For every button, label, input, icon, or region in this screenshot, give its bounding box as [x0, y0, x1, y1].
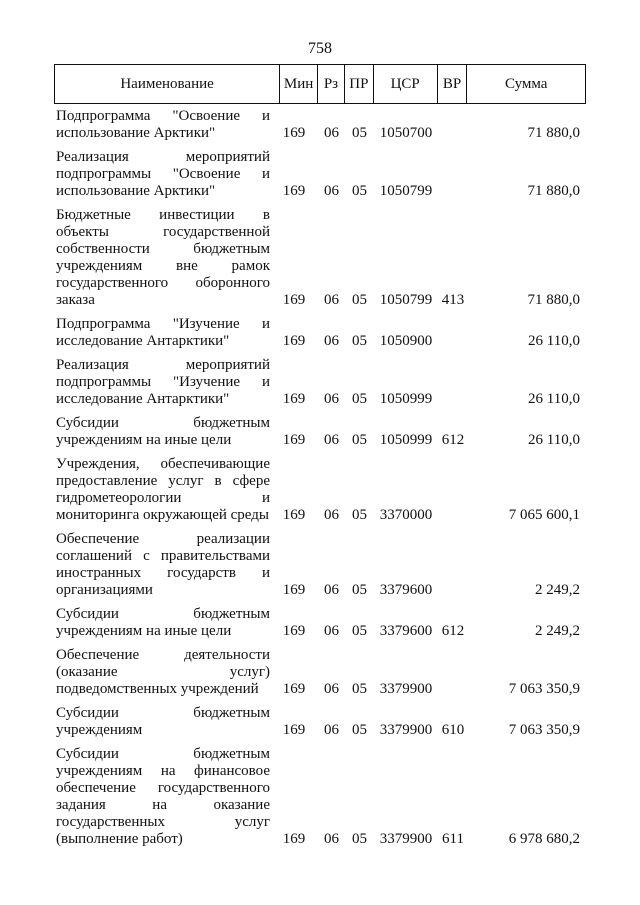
row-csr: 1050999 — [379, 391, 433, 407]
row-name-line: учреждениям на финансовое — [56, 763, 270, 779]
row-min: 169 — [282, 432, 306, 448]
row-sum: 71 880,0 — [527, 292, 580, 308]
row-name-line: исследование Антарктики" — [56, 391, 230, 407]
row-name-line: Подпрограмма "Освоение и — [56, 108, 270, 124]
row-name-line: подпрограммы "Освоение и — [56, 166, 270, 182]
row-name-line: мониторинга окружающей среды — [56, 507, 269, 523]
row-name-line: Обеспечение деятельности — [56, 647, 270, 663]
row-name — [54, 108, 270, 142]
row-min: 169 — [282, 722, 306, 738]
row-rz: 06 — [324, 507, 339, 523]
row-name — [54, 415, 270, 449]
row-name — [54, 705, 270, 739]
row-vr: 413 — [441, 292, 465, 308]
row-name-line: учреждениям на иные цели — [56, 432, 232, 448]
row-name — [54, 647, 270, 698]
table-row — [54, 647, 586, 698]
row-rz: 06 — [324, 623, 339, 639]
row-csr: 1050999 — [379, 432, 433, 448]
table-row — [54, 705, 586, 739]
row-name-line: заказа — [56, 292, 95, 308]
row-name-line: использование Арктики" — [56, 183, 216, 199]
row-csr: 1050900 — [379, 333, 433, 349]
header-pr: ПР — [345, 65, 374, 103]
row-rz: 06 — [324, 582, 339, 598]
row-csr: 3379900 — [379, 831, 433, 847]
row-name-line: (выполнение работ) — [56, 831, 183, 847]
row-sum: 71 880,0 — [527, 183, 580, 199]
row-name-line: обеспечение государственного — [56, 780, 270, 796]
row-name-line: предоставление услуг в сфере — [56, 473, 270, 489]
row-pr: 05 — [352, 582, 367, 598]
row-name-line: Реализация мероприятий — [56, 357, 270, 373]
row-name-line: Подпрограмма "Изучение и — [56, 316, 270, 332]
row-pr: 05 — [352, 623, 367, 639]
row-min: 169 — [282, 183, 306, 199]
row-pr: 05 — [352, 391, 367, 407]
row-name-line: Субсидии бюджетным — [56, 415, 270, 431]
row-rz: 06 — [324, 432, 339, 448]
row-name — [54, 746, 270, 848]
row-rz: 06 — [324, 722, 339, 738]
row-name-line: Субсидии бюджетным — [56, 606, 270, 622]
row-name-line: учреждениям вне рамок — [56, 258, 270, 274]
row-min: 169 — [282, 507, 306, 523]
header-min: Мин — [280, 65, 318, 103]
row-name-line: (оказание услуг) — [56, 664, 270, 680]
row-csr: 3370000 — [379, 507, 433, 523]
row-name-line: Обеспечение реализации — [56, 531, 270, 547]
row-name-line: объекты государственной — [56, 224, 270, 240]
row-name-line: исследование Антарктики" — [56, 333, 230, 349]
row-name-line: собственности бюджетным — [56, 241, 270, 257]
row-name — [54, 531, 270, 599]
row-name-line: государственных услуг — [56, 814, 270, 830]
table-body — [54, 108, 586, 855]
row-name-line: подпрограммы "Изучение и — [56, 374, 270, 390]
row-pr: 05 — [352, 333, 367, 349]
row-name — [54, 207, 270, 309]
row-rz: 06 — [324, 125, 339, 141]
row-name-line: Субсидии бюджетным — [56, 705, 270, 721]
row-vr: 610 — [441, 722, 465, 738]
row-min: 169 — [282, 582, 306, 598]
row-name-line: иностранных государств и — [56, 565, 270, 581]
row-rz: 06 — [324, 183, 339, 199]
row-csr: 3379600 — [379, 582, 433, 598]
row-min: 169 — [282, 125, 306, 141]
table-row — [54, 108, 586, 142]
row-name-line: организациями — [56, 582, 153, 598]
row-min: 169 — [282, 292, 306, 308]
row-pr: 05 — [352, 183, 367, 199]
row-min: 169 — [282, 831, 306, 847]
table-row — [54, 606, 586, 640]
row-sum: 7 063 350,9 — [508, 681, 580, 697]
row-sum: 2 249,2 — [535, 582, 580, 598]
row-name-line: соглашений с правительствами — [56, 548, 270, 564]
row-name-line: использование Арктики" — [56, 125, 216, 141]
row-sum: 7 065 600,1 — [508, 507, 580, 523]
table-row — [54, 531, 586, 599]
row-csr: 3379600 — [379, 623, 433, 639]
row-name-line: подведомственных учреждений — [56, 681, 259, 697]
row-sum: 6 978 680,2 — [508, 831, 580, 847]
row-csr: 1050700 — [379, 125, 433, 141]
row-name-line: Учреждения, обеспечивающие — [56, 456, 270, 472]
page-number: 758 — [308, 40, 332, 57]
row-name-line: задания на оказание — [56, 797, 270, 813]
row-pr: 05 — [352, 722, 367, 738]
row-vr: 612 — [441, 432, 465, 448]
table-row — [54, 149, 586, 200]
row-rz: 06 — [324, 333, 339, 349]
row-csr: 1050799 — [379, 292, 433, 308]
header-rz: Рз — [318, 65, 345, 103]
row-sum: 71 880,0 — [527, 125, 580, 141]
row-name — [54, 606, 270, 640]
row-name-line: Реализация мероприятий — [56, 149, 270, 165]
row-pr: 05 — [352, 681, 367, 697]
row-min: 169 — [282, 623, 306, 639]
row-pr: 05 — [352, 125, 367, 141]
row-pr: 05 — [352, 507, 367, 523]
row-rz: 06 — [324, 681, 339, 697]
table-row — [54, 207, 586, 309]
row-name — [54, 316, 270, 350]
table-row — [54, 415, 586, 449]
row-sum: 7 063 350,9 — [508, 722, 580, 738]
table-row — [54, 357, 586, 408]
row-rz: 06 — [324, 831, 339, 847]
row-name — [54, 456, 270, 524]
table-row — [54, 316, 586, 350]
row-sum: 26 110,0 — [528, 391, 580, 407]
row-sum: 26 110,0 — [528, 333, 580, 349]
row-name-line: Субсидии бюджетным — [56, 746, 270, 762]
row-pr: 05 — [352, 292, 367, 308]
row-name-line: Бюджетные инвестиции в — [56, 207, 270, 223]
header-vr: ВР — [438, 65, 468, 103]
row-min: 169 — [282, 391, 306, 407]
row-csr: 3379900 — [379, 681, 433, 697]
row-min: 169 — [282, 681, 306, 697]
row-name-line: государственного оборонного — [56, 275, 270, 291]
row-sum: 2 249,2 — [535, 623, 580, 639]
row-sum: 26 110,0 — [528, 432, 580, 448]
table-row — [54, 456, 586, 524]
row-vr: 611 — [442, 831, 464, 847]
row-name — [54, 357, 270, 408]
header-sum: Сумма — [504, 75, 548, 92]
row-pr: 05 — [352, 432, 367, 448]
row-min: 169 — [282, 333, 306, 349]
row-csr: 1050799 — [379, 183, 433, 199]
row-name-line: гидрометеорологии и — [56, 490, 270, 506]
header-csr: ЦСР — [374, 65, 438, 103]
row-name-line: учреждениям на иные цели — [56, 623, 232, 639]
header-name: Наименование — [55, 65, 280, 103]
row-name-line: учреждениям — [56, 722, 143, 738]
row-csr: 3379900 — [379, 722, 433, 738]
row-vr: 612 — [441, 623, 465, 639]
table-header — [54, 64, 586, 104]
row-pr: 05 — [352, 831, 367, 847]
row-name — [54, 149, 270, 200]
row-rz: 06 — [324, 391, 339, 407]
row-rz: 06 — [324, 292, 339, 308]
table-row — [54, 746, 586, 848]
